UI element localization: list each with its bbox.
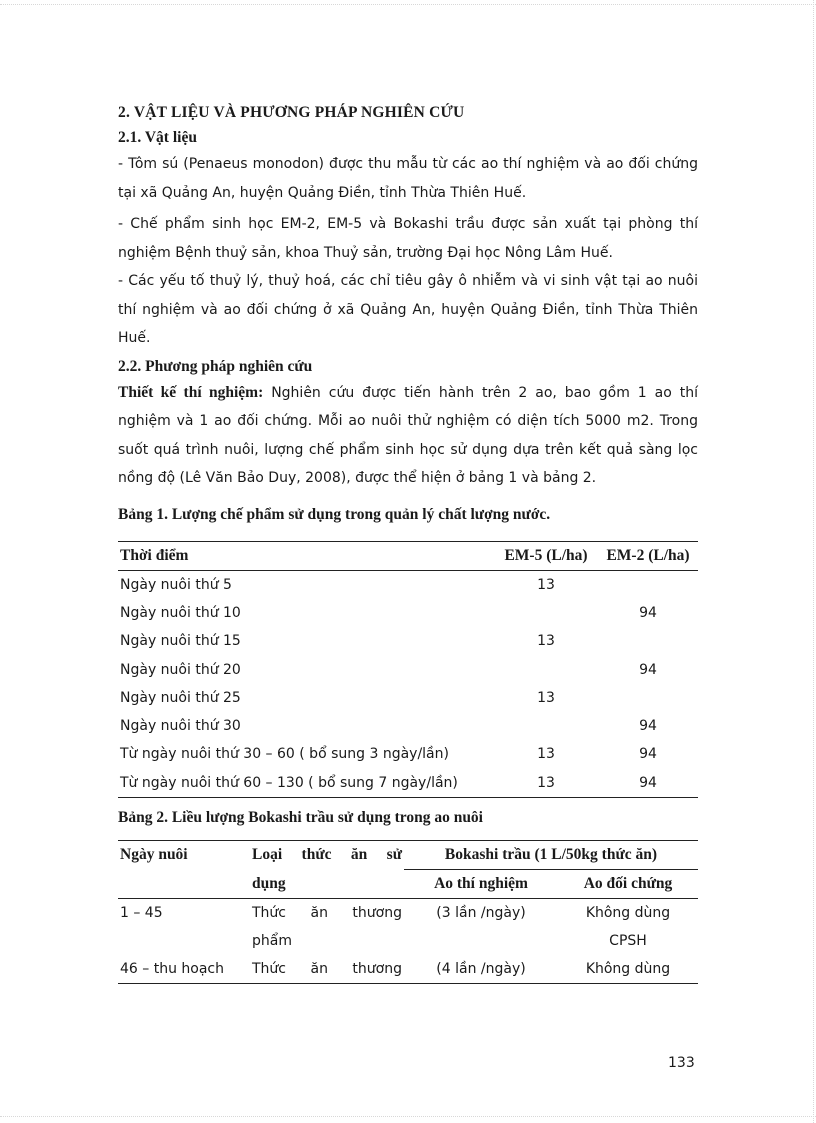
time-cell: Ngày nuôi thứ 30: [120, 718, 241, 735]
table1: [118, 541, 698, 798]
methods-lead: Thiết kế thí nghiệm:: [118, 383, 264, 401]
time-cell: Từ ngày nuôi thứ 30 – 60 ( bổ sung 3 ngày/lần): [120, 746, 449, 763]
em2-cell: 94: [639, 661, 657, 678]
page-border-bottom: [0, 1116, 816, 1117]
materials-heading: 2.1. Vật liệu: [118, 129, 197, 146]
control-line: Không dùng: [585, 904, 671, 921]
page-number: 133: [668, 1055, 695, 1071]
table-row: [118, 570, 698, 599]
table2-header-feed-type-cont: dụng: [250, 869, 404, 898]
em5-cell: 13: [537, 576, 555, 593]
table-row: [118, 955, 698, 984]
table-row: [118, 898, 698, 955]
day-cell: 1 – 45: [120, 904, 163, 921]
em2-cell: [596, 627, 698, 655]
em2-cell: [596, 684, 698, 712]
table2-header-feed-type: Loại thức ăn sử: [250, 840, 404, 869]
control-cell: Không dùng: [558, 955, 698, 984]
page-border-top: [0, 4, 816, 5]
em5-cell: 13: [537, 746, 555, 763]
table-row: [118, 655, 698, 683]
control-cell: [558, 898, 698, 955]
feed-type-cell: [250, 898, 404, 955]
table2-subheader-row: [118, 869, 698, 898]
table2-header-bokashi: Bokashi trầu (1 L/50kg thức ăn): [404, 840, 698, 869]
materials-paragraph: - Chế phẩm sinh học EM-2, EM-5 và Bokashi trầu được sản xuất tại phòng thí nghiệm Bệnh thuỷ sản, khoa Thuỷ sản, trường Đại học Nông Lâm Huế.: [118, 216, 698, 261]
time-cell: Ngày nuôi thứ 5: [120, 576, 232, 593]
em2-cell: 94: [596, 769, 698, 798]
table2-header-row: [118, 840, 698, 869]
em5-cell: [494, 655, 596, 683]
experiment-cell: (4 lần /ngày): [404, 955, 558, 984]
table-row: [118, 684, 698, 712]
day-cell: 46 – thu hoạch: [118, 955, 250, 984]
time-cell: Ngày nuôi thứ 25: [120, 689, 241, 706]
table2: [118, 840, 698, 984]
materials-paragraph: - Tôm sú (Penaeus monodon) được thu mẫu từ các ao thí nghiệm và ao đối chứng tại xã Quảng An, huyện Quảng Điền, tỉnh Thừa Thiên Huế.: [118, 156, 698, 201]
table1-header-time: Thời điểm: [118, 541, 494, 570]
em5-cell: 13: [537, 633, 555, 650]
em2-cell: 94: [639, 746, 657, 763]
methods-heading: 2.2. Phương pháp nghiên cứu: [118, 357, 313, 375]
em2-cell: 94: [639, 604, 657, 621]
time-cell: Ngày nuôi thứ 20: [120, 661, 241, 678]
em5-cell: 13: [494, 769, 596, 798]
control-line: CPSH: [609, 932, 647, 949]
table1-caption: Bảng 1. Lượng chế phẩm sử dụng trong quản lý chất lượng nước.: [118, 505, 551, 523]
table-row: [118, 599, 698, 627]
table1-header-em5: EM-5 (L/ha): [494, 541, 596, 570]
em2-cell: [596, 570, 698, 599]
table-row: [118, 627, 698, 655]
table1-header-row: [118, 541, 698, 570]
table-row: [118, 769, 698, 798]
table2-header-control: Ao đối chứng: [558, 869, 698, 898]
section-title: 2. VẬT LIỆU VÀ PHƯƠNG PHÁP NGHIÊN CỨU: [118, 104, 465, 121]
table2-header-day: Ngày nuôi: [118, 840, 250, 869]
feed-type-line: Thức ăn thương: [252, 904, 402, 921]
page-border-right: [813, 0, 814, 1123]
table1-header-em2: EM-2 (L/ha): [596, 541, 698, 570]
time-cell: Ngày nuôi thứ 15: [120, 633, 241, 650]
feed-type-cell: [250, 955, 404, 984]
em5-cell: [494, 712, 596, 740]
em5-cell: [494, 599, 596, 627]
page-content: [118, 100, 698, 984]
experiment-cell: (3 lần /ngày): [436, 904, 526, 921]
table2-header-experiment: Ao thí nghiệm: [404, 869, 558, 898]
em2-cell: 94: [639, 718, 657, 735]
time-cell: Ngày nuôi thứ 10: [120, 604, 241, 621]
feed-type-line: phẩm: [252, 932, 292, 949]
feed-type-line: Thức ăn thương: [252, 960, 402, 977]
table2-header-day-blank: [118, 869, 250, 898]
methods-paragraph: [118, 379, 698, 493]
table-row: [118, 712, 698, 740]
methods-text: Nghiên cứu được tiến hành trên 2 ao, bao gồm 1 ao thí nghiệm và 1 ao đối chứng. Mỗi ao nuôi thử nghiệm có diện tích 5000 m2. Trong suốt quá trình nuôi, lượng chế phẩm sinh học sử dụng dựa trên kết quả sàng lọc nồng độ (Lê Văn Bảo Duy, 2008), được thể hiện ở bảng 1 và bảng 2.: [118, 384, 698, 486]
materials-paragraph: - Các yếu tố thuỷ lý, thuỷ hoá, các chỉ tiêu gây ô nhiễm và vi sinh vật tại ao nuôi thí nghiệm và ao đối chứng ở xã Quảng An, huyện Quảng Điền, tỉnh Thừa Thiên Huế.: [118, 273, 698, 346]
time-cell: Từ ngày nuôi thứ 60 – 130 ( bổ sung 7 ngày/lần): [118, 769, 494, 798]
table-row: [118, 740, 698, 768]
em5-cell: 13: [537, 689, 555, 706]
table2-caption: Bảng 2. Liều lượng Bokashi trầu sử dụng trong ao nuôi: [118, 808, 483, 826]
